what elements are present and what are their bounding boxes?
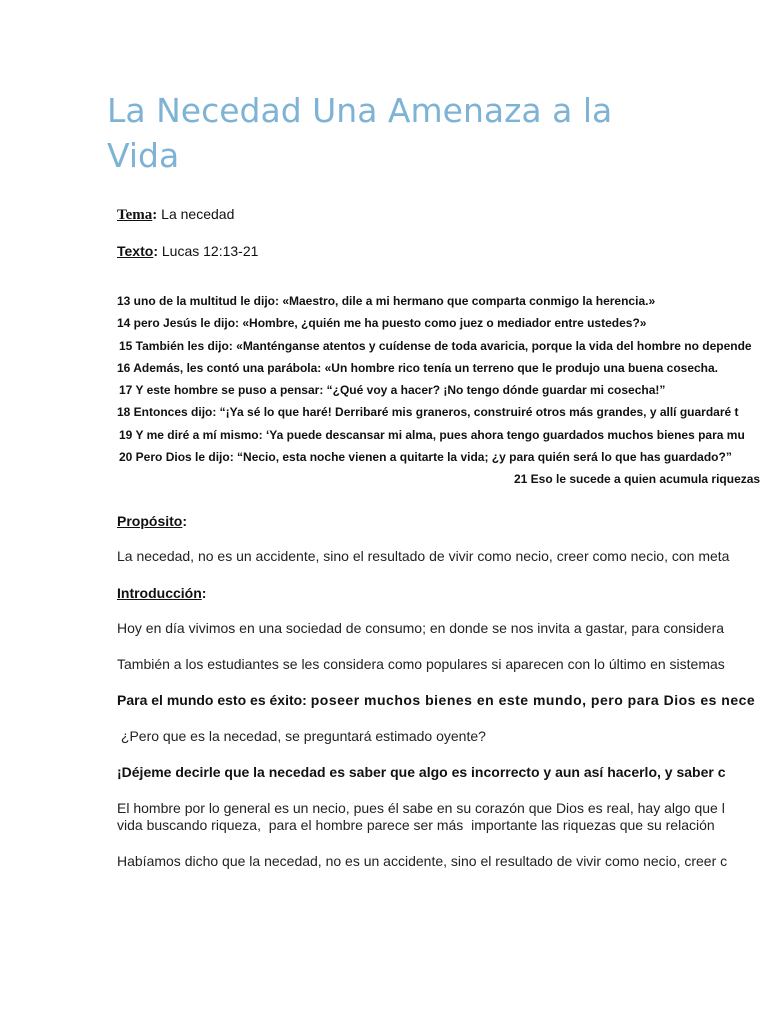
texto-label: Texto (117, 243, 154, 259)
intro-paragraph-4: ¿Pero que es la necedad, se preguntará estimado oyente? (117, 728, 486, 744)
intro-paragraph-5: ¡Déjeme decirle que la necedad es saber que algo es incorrecto y aun así hacerlo, y saber c (117, 764, 726, 780)
intro-paragraph-3-a: Para el mundo esto es éxito: (117, 692, 311, 708)
verse-21: 21 Eso le sucede a quien acumula riquezas (514, 472, 761, 487)
proposito-heading-text: Propósito (117, 513, 183, 529)
verse-19: 19 Y me diré a mí mismo: ‘Ya puede descansar mi alma, pues ahora tengo guardados muchos bienes para mu (119, 427, 745, 442)
verse-13: 13 uno de la multitud le dijo: «Maestro, dile a mi hermano que comparta conmigo la herencia.» (117, 294, 656, 308)
texto-line: Texto: Lucas 12:13-21 (117, 243, 259, 259)
intro-paragraph-2: También a los estudiantes se les considera como populares si aparecen con lo último en sistemas (117, 656, 725, 672)
verse-16: 16 Además, les contó una parábola: «Un hombre rico tenía un terreno que le produjo una buena cosecha. (117, 360, 719, 375)
intro-paragraph-6-line-1: El hombre por lo general es un necio, pues él sabe en su corazón que Dios es real, hay algo que l (117, 800, 725, 816)
verse-20: 20 Pero Dios le dijo: “Necio, esta noche vienen a quitarte la vida; ¿y para quién será lo que has guardado?” (119, 450, 732, 465)
verse-14: 14 pero Jesús le dijo: «Hombre, ¿quién me ha puesto como juez o mediador entre ustedes?» (117, 316, 647, 331)
intro-paragraph-3 (117, 692, 755, 709)
tema-line: Tema: La necedad (117, 206, 235, 223)
intro-paragraph-6-line-2: vida buscando riqueza, para el hombre parece ser más importante las riquezas que su relación (117, 817, 715, 833)
intro-paragraph-1: Hoy en día vivimos en una sociedad de consumo; en donde se nos invita a gastar, para considera (117, 620, 725, 636)
introduccion-heading-text: Introducción (117, 585, 202, 601)
verse-17: 17 Y este hombre se puso a pensar: “¿Qué voy a hacer? ¡No tengo dónde guardar mi cosecha!” (119, 383, 666, 398)
proposito-text: La necedad, no es un accidente, sino el resultado de vivir como necio, creer como necio, con meta (117, 548, 730, 564)
tema-value: La necedad (161, 206, 235, 222)
proposito-heading: Propósito: (117, 513, 188, 529)
verse-list (117, 290, 768, 491)
verse-18: 18 Entonces dijo: “¡Ya sé lo que haré! Derribaré mis graneros, construiré otros más grandes, y allí guardaré t (117, 405, 739, 420)
tema-label: Tema (117, 207, 153, 223)
intro-paragraph-7: Habíamos dicho que la necedad, no es un accidente, sino el resultado de vivir como necio, creer c (117, 853, 728, 869)
document-title: La Necedad Una Amenaza a la Vida (107, 91, 613, 175)
introduccion-heading: Introducción: (117, 585, 207, 601)
intro-paragraph-3-b: poseer muchos bienes en este mundo, pero para Dios es nece (310, 692, 756, 708)
verse-15: 15 También les dijo: «Manténganse atentos y cuídense de toda avaricia, porque la vida del hombre no depende (119, 338, 752, 353)
texto-value: Lucas 12:13-21 (161, 243, 259, 259)
